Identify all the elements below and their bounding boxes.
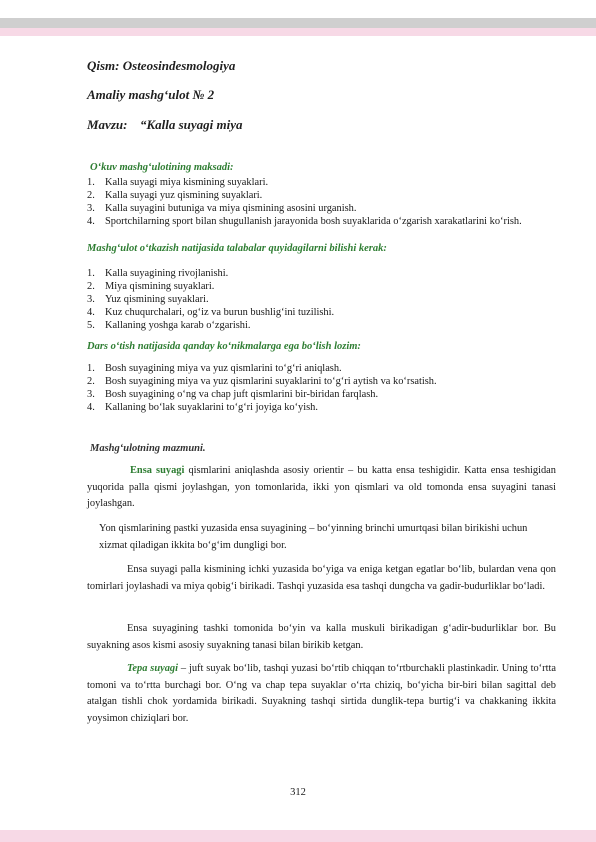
list-item: 3. Bosh suyagining o‘ng va chap juft qismlarini bir-biridan farqlash. (87, 389, 379, 400)
konikma-title: Dars o‘tish natijasida qanday ko‘nikmalarga ega bo‘lish lozim: (87, 341, 361, 352)
list-item: 4. Kallaning bo‘lak suyaklarini to‘g‘ri joyiga ko‘yish. (87, 402, 318, 413)
list-item: 1. Kalla suyagining rivojlanishi. (87, 268, 229, 279)
paragraph-ensa: Ensa suyagi qismlarini aniqlashda asosiy orientir – bu katta ensa teshigidir. Katta ensa teshigidan yuqorida palla qismi joylashgan, yon tomonlarida, ikki yon qismlari va old tomonda ensa suyagini tanasi joylashgan. (87, 465, 556, 509)
list-item: 2. Kalla suyagi yuz qismining suyaklari. (87, 190, 263, 201)
top-pink-band (0, 28, 596, 36)
maqsad-list (87, 176, 557, 228)
list-item: 5. Kallaning yoshga karab o‘zgarishi. (87, 320, 251, 331)
list-item: 1. Kalla suyagi miya kismining suyaklari. (87, 177, 269, 188)
mavzu-value: “Kalla suyagi miya (139, 117, 243, 132)
list-item: 2. Bosh suyagining miya va yuz qismlarini suyaklarini to‘g‘ri aytish va ko‘rsatish. (87, 376, 437, 387)
list-item: 2. Miya qismining suyaklari. (87, 281, 215, 292)
list-item: 4. Kuz chuqurchalari, og‘iz va burun bushlig‘ini tuzilishi. (87, 307, 335, 318)
bottom-pink-band (0, 830, 596, 842)
qism-line (87, 58, 235, 74)
top-gray-band (0, 18, 596, 28)
list-item: 4. Sportchilarning sport bilan shugullanish jarayonida bosh suyaklarida o‘zgarish xarakatlarini ko‘rish. (87, 216, 522, 227)
page-number: 312 (290, 787, 306, 798)
amaliy-line: Amaliy mashg‘ulot № 2 (87, 87, 215, 102)
mavzu-line (87, 117, 243, 133)
qism-label: Qism: (87, 58, 120, 73)
mazmun-title: Mashg‘ulotning mazmuni. (90, 443, 206, 454)
konikma-list (87, 362, 557, 414)
term-tepa-suyagi: Tepa suyagi (127, 663, 178, 674)
paragraph-yon: Yon qismlarining pastki yuzasida ensa suyagining – bo‘yinning brinchi umurtqasi bilan birikishi uchun xizmat qiladigan ikkita bo‘g‘im dungligi bor. (99, 523, 528, 551)
paragraph-palla: Ensa suyagi palla kismining ichki yuzasida bo‘yiga va eniga ketgan egatlar bo‘lib, bulardan vena qon tomirlari joylashadi va miya qobig‘i birikadi. Tashqi yuzasida esa tashqi dungcha va gadir-budurliklar bo‘ladi. (87, 564, 556, 592)
mavzu-label: Mavzu: (87, 117, 128, 132)
bilish-list (87, 267, 557, 332)
list-item: 3. Kalla suyagini butuniga va miya qismining asosini urganish. (87, 203, 357, 214)
list-item: 3. Yuz qismining suyaklari. (87, 294, 209, 305)
list-item: 1. Bosh suyagining miya va yuz qismlarini to‘g‘ri aniqlash. (87, 363, 342, 374)
paragraph-tepa: Tepa suyagi – juft suyak bo‘lib, tashqi yuzasi bo‘rtib chiqqan to‘rtburchakli plastinkadir. Uning to‘rtta tomoni va to‘rtta burchagi bor. O‘ng va chap tepa suyaklar o‘rta chiziq, bo‘yicha bir-biri bilan sagittal deb atalgan tishli chok yordamida birikadi. Suyakning tashqi sirtida dunglik-tepa burtig‘i va chakkaning ikkita yoysimon chiziqlari bor. (87, 663, 556, 724)
maqsad-title: O‘kuv mashg‘ulotining maksadi: (90, 162, 234, 173)
term-ensa-suyagi: Ensa suyagi (130, 465, 185, 476)
qism-value: Osteosindesmologiya (122, 58, 236, 73)
bilish-title: Mashg‘ulot o‘tkazish natijasida talabalar quyidagilarni bilishi kerak: (87, 243, 387, 254)
paragraph-tashki: Ensa suyagining tashki tomonida bo‘yin va kalla muskuli birikadigan g‘adir-budurliklar bor. Bu suyakning asos kismi asosiy suyakning tanasi bilan birikib ketgan. (87, 623, 556, 651)
